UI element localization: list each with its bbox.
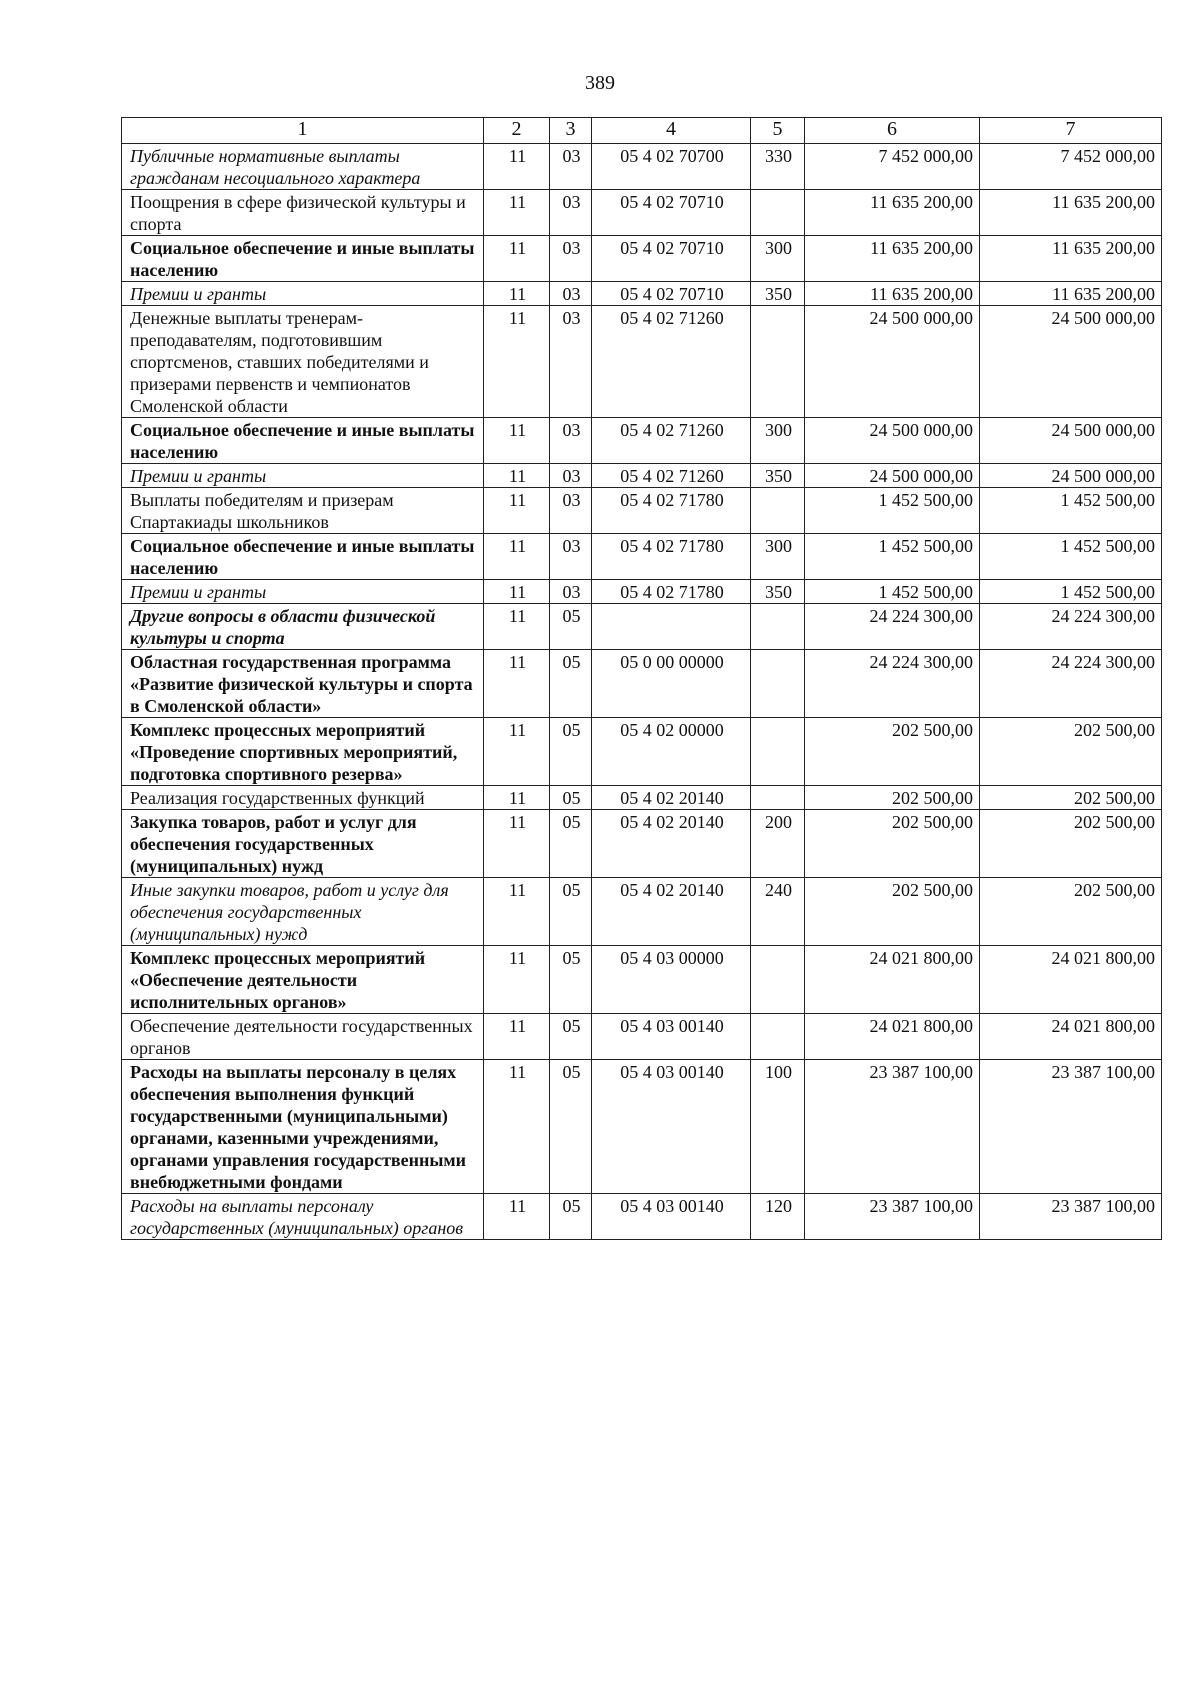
amount-col7: 11 635 200,00 [980,282,1162,306]
target-article-code: 05 4 02 70710 [592,190,751,236]
row-name: Обеспечение деятельности государственных органов [122,1014,484,1060]
table-row [122,144,1162,190]
target-article-code: 05 4 02 70710 [592,236,751,282]
target-article-code: 05 4 02 71780 [592,580,751,604]
amount-col6: 1 452 500,00 [805,580,980,604]
table-row [122,718,1162,786]
amount-col7: 7 452 000,00 [980,144,1162,190]
expense-type-code [751,604,805,650]
amount-col7: 202 500,00 [980,786,1162,810]
target-article-code: 05 4 02 71260 [592,306,751,418]
target-article-code: 05 4 02 20140 [592,810,751,878]
amount-col6: 202 500,00 [805,718,980,786]
target-article-code: 05 4 02 71780 [592,534,751,580]
amount-col6: 202 500,00 [805,878,980,946]
table-row [122,282,1162,306]
subsection-code: 03 [550,488,592,534]
budget-table [121,117,1162,1240]
subsection-code: 05 [550,718,592,786]
section-code: 11 [484,604,550,650]
expense-type-code [751,786,805,810]
table-row [122,534,1162,580]
amount-col6: 23 387 100,00 [805,1060,980,1194]
subsection-code: 05 [550,1194,592,1240]
target-article-code: 05 4 02 71780 [592,488,751,534]
table-row [122,418,1162,464]
amount-col6: 24 224 300,00 [805,604,980,650]
expense-type-code: 350 [751,464,805,488]
section-code: 11 [484,1194,550,1240]
amount-col7: 202 500,00 [980,718,1162,786]
section-code: 11 [484,534,550,580]
expense-type-code [751,190,805,236]
row-name: Публичные нормативные выплаты гражданам несоциального характера [122,144,484,190]
amount-col7: 202 500,00 [980,810,1162,878]
target-article-code: 05 4 02 20140 [592,878,751,946]
target-article-code: 05 4 02 20140 [592,786,751,810]
expense-type-code: 100 [751,1060,805,1194]
expense-type-code: 350 [751,580,805,604]
subsection-code: 05 [550,1060,592,1194]
table-row [122,810,1162,878]
section-code: 11 [484,878,550,946]
subsection-code: 03 [550,236,592,282]
section-code: 11 [484,418,550,464]
amount-col6: 11 635 200,00 [805,190,980,236]
amount-col7: 202 500,00 [980,878,1162,946]
row-name: Реализация государственных функций [122,786,484,810]
section-code: 11 [484,650,550,718]
table-row [122,650,1162,718]
target-article-code: 05 4 03 00140 [592,1060,751,1194]
column-header: 1 [122,118,484,144]
column-header: 2 [484,118,550,144]
column-header: 4 [592,118,751,144]
section-code: 11 [484,946,550,1014]
expense-type-code: 350 [751,282,805,306]
section-code: 11 [484,1060,550,1194]
subsection-code: 03 [550,418,592,464]
section-code: 11 [484,1014,550,1060]
amount-col7: 24 021 800,00 [980,946,1162,1014]
section-code: 11 [484,236,550,282]
row-name: Социальное обеспечение и иные выплаты населению [122,418,484,464]
amount-col6: 11 635 200,00 [805,282,980,306]
row-name: Поощрения в сфере физической культуры и спорта [122,190,484,236]
expense-type-code: 300 [751,418,805,464]
row-name: Социальное обеспечение и иные выплаты населению [122,236,484,282]
subsection-code: 05 [550,878,592,946]
subsection-code: 05 [550,786,592,810]
amount-col7: 24 224 300,00 [980,650,1162,718]
column-header: 7 [980,118,1162,144]
subsection-code: 03 [550,306,592,418]
target-article-code: 05 4 02 71260 [592,418,751,464]
expense-type-code: 120 [751,1194,805,1240]
row-name: Расходы на выплаты персоналу государственных (муниципальных) органов [122,1194,484,1240]
amount-col6: 202 500,00 [805,810,980,878]
table-row [122,190,1162,236]
amount-col7: 11 635 200,00 [980,236,1162,282]
amount-col6: 202 500,00 [805,786,980,810]
amount-col7: 11 635 200,00 [980,190,1162,236]
row-name: Закупка товаров, работ и услуг для обеспечения государственных (муниципальных) нужд [122,810,484,878]
expense-type-code [751,488,805,534]
amount-col7: 24 224 300,00 [980,604,1162,650]
target-article-code: 05 4 03 00000 [592,946,751,1014]
amount-col6: 24 224 300,00 [805,650,980,718]
target-article-code: 05 4 03 00140 [592,1014,751,1060]
table-row [122,236,1162,282]
target-article-code: 05 4 02 00000 [592,718,751,786]
column-header: 6 [805,118,980,144]
amount-col7: 24 500 000,00 [980,464,1162,488]
section-code: 11 [484,306,550,418]
subsection-code: 03 [550,282,592,306]
section-code: 11 [484,810,550,878]
amount-col6: 24 500 000,00 [805,418,980,464]
row-name: Другие вопросы в области физической культуры и спорта [122,604,484,650]
table-row [122,604,1162,650]
amount-col7: 1 452 500,00 [980,534,1162,580]
row-name: Комплекс процессных мероприятий «Проведение спортивных мероприятий, подготовка спортивного резерва» [122,718,484,786]
amount-col6: 24 500 000,00 [805,464,980,488]
table-row [122,878,1162,946]
subsection-code: 05 [550,650,592,718]
expense-type-code: 200 [751,810,805,878]
table-row [122,946,1162,1014]
amount-col7: 24 021 800,00 [980,1014,1162,1060]
row-name: Денежные выплаты тренерам-преподавателям, подготовившим спортсменов, ставших победителями и призерами первенств и чемпионатов Смоленской области [122,306,484,418]
amount-col6: 24 021 800,00 [805,946,980,1014]
target-article-code: 05 4 03 00140 [592,1194,751,1240]
subsection-code: 03 [550,190,592,236]
expense-type-code: 300 [751,534,805,580]
expense-type-code [751,946,805,1014]
table-row [122,580,1162,604]
amount-col6: 24 500 000,00 [805,306,980,418]
table-row [122,786,1162,810]
page-number: 389 [585,72,615,94]
row-name: Социальное обеспечение и иные выплаты населению [122,534,484,580]
row-name: Областная государственная программа «Развитие физической культуры и спорта в Смоленской области» [122,650,484,718]
amount-col7: 23 387 100,00 [980,1060,1162,1194]
amount-col6: 1 452 500,00 [805,488,980,534]
table-row [122,1194,1162,1240]
table-row [122,306,1162,418]
expense-type-code [751,1014,805,1060]
expense-type-code: 300 [751,236,805,282]
column-header: 5 [751,118,805,144]
subsection-code: 03 [550,534,592,580]
row-name: Премии и гранты [122,464,484,488]
expense-type-code [751,718,805,786]
subsection-code: 05 [550,946,592,1014]
amount-col6: 23 387 100,00 [805,1194,980,1240]
subsection-code: 05 [550,810,592,878]
section-code: 11 [484,488,550,534]
table-row [122,464,1162,488]
subsection-code: 03 [550,144,592,190]
row-name: Премии и гранты [122,282,484,306]
section-code: 11 [484,144,550,190]
section-code: 11 [484,580,550,604]
subsection-code: 03 [550,580,592,604]
amount-col7: 24 500 000,00 [980,306,1162,418]
expense-type-code: 240 [751,878,805,946]
section-code: 11 [484,786,550,810]
row-name: Комплекс процессных мероприятий «Обеспечение деятельности исполнительных органов» [122,946,484,1014]
row-name: Выплаты победителям и призерам Спартакиады школьников [122,488,484,534]
target-article-code: 05 4 02 70700 [592,144,751,190]
table-header-row [122,118,1162,144]
amount-col7: 1 452 500,00 [980,580,1162,604]
section-code: 11 [484,464,550,488]
amount-col6: 24 021 800,00 [805,1014,980,1060]
subsection-code: 05 [550,604,592,650]
expense-type-code [751,306,805,418]
subsection-code: 05 [550,1014,592,1060]
amount-col7: 1 452 500,00 [980,488,1162,534]
section-code: 11 [484,718,550,786]
amount-col7: 24 500 000,00 [980,418,1162,464]
amount-col7: 23 387 100,00 [980,1194,1162,1240]
subsection-code: 03 [550,464,592,488]
section-code: 11 [484,190,550,236]
row-name: Иные закупки товаров, работ и услуг для обеспечения государственных (муниципальных) нужд [122,878,484,946]
amount-col6: 7 452 000,00 [805,144,980,190]
target-article-code: 05 4 02 70710 [592,282,751,306]
amount-col6: 11 635 200,00 [805,236,980,282]
expense-type-code: 330 [751,144,805,190]
expense-type-code [751,650,805,718]
row-name: Расходы на выплаты персоналу в целях обеспечения выполнения функций государственными (муниципальными) органами, казенными учреждениями, органами управления государственными внебюджетными фондами [122,1060,484,1194]
target-article-code: 05 0 00 00000 [592,650,751,718]
amount-col6: 1 452 500,00 [805,534,980,580]
table-row [122,488,1162,534]
target-article-code: 05 4 02 71260 [592,464,751,488]
table-row [122,1060,1162,1194]
table-row [122,1014,1162,1060]
row-name: Премии и гранты [122,580,484,604]
column-header: 3 [550,118,592,144]
section-code: 11 [484,282,550,306]
target-article-code [592,604,751,650]
